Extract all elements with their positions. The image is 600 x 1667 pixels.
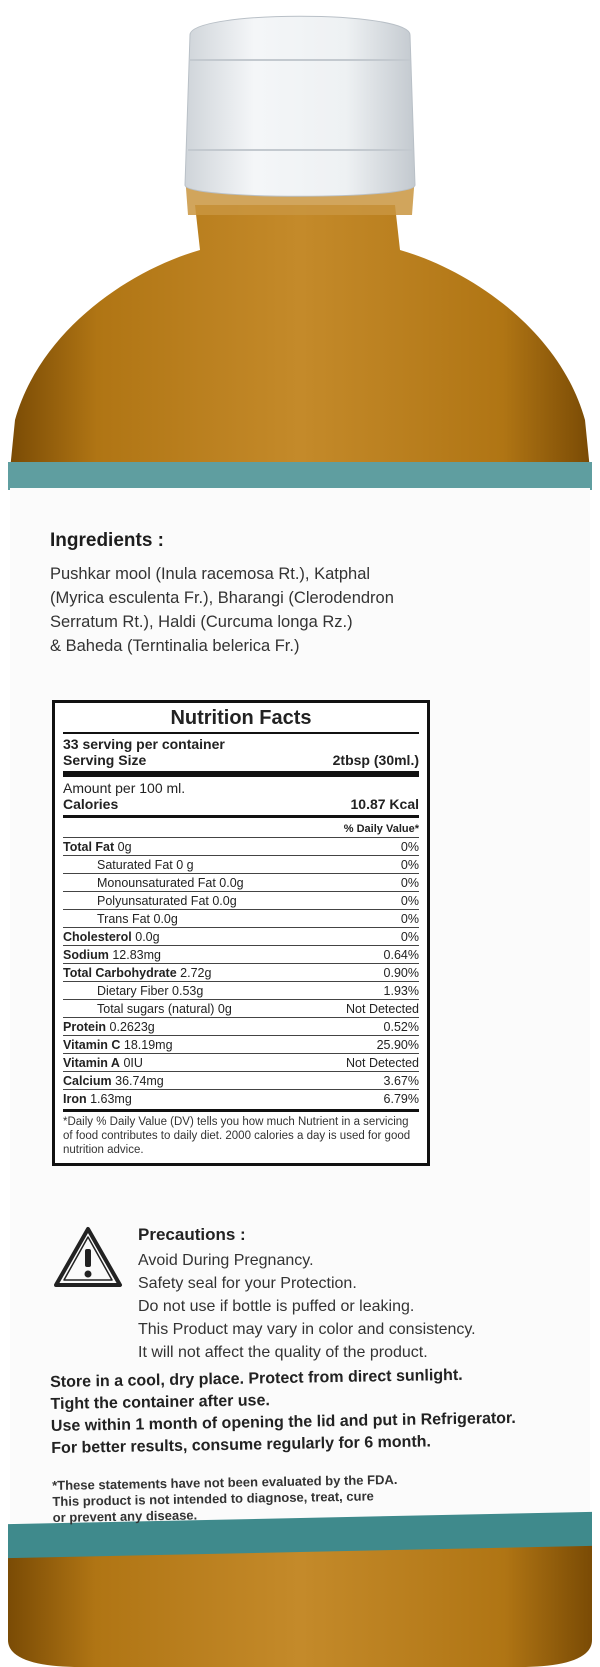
nutrient-name xyxy=(63,966,211,980)
fda-line: *These statements have not been evaluated by the FDA. xyxy=(52,1471,398,1493)
nutrient-name-bold: Protein xyxy=(63,1020,107,1034)
bottle-liquid-lower xyxy=(8,1545,592,1667)
ingredients-text xyxy=(50,562,550,658)
nutrient-amount: Trans Fat 0.0g xyxy=(97,912,178,926)
nutrient-name xyxy=(63,1074,164,1088)
nutrient-daily-value: 0% xyxy=(400,930,419,944)
nutrient-row xyxy=(63,1017,419,1035)
nutrient-amount: 12.83mg xyxy=(108,948,161,962)
nutrient-name xyxy=(63,840,132,854)
nutrient-row xyxy=(63,837,419,855)
ingredients-section xyxy=(50,530,550,658)
nutrient-name-bold: Cholesterol xyxy=(63,930,132,944)
nutrient-amount: 0.0g xyxy=(131,930,160,944)
precaution-line: Do not use if bottle is puffed or leaking. xyxy=(138,1298,415,1315)
nutrient-daily-value: Not Detected xyxy=(346,1002,419,1016)
nutrient-daily-value: 0.64% xyxy=(383,948,419,962)
nutrient-daily-value: 25.90% xyxy=(376,1038,419,1052)
nutrient-row xyxy=(63,1035,419,1053)
nutrient-row xyxy=(63,945,419,963)
label-top-band xyxy=(8,462,592,490)
nutrient-amount: Total sugars (natural) 0g xyxy=(97,1002,232,1016)
nutrient-name xyxy=(63,1002,232,1016)
nutrient-name xyxy=(63,1056,143,1070)
nutrient-daily-value: 0% xyxy=(400,858,419,872)
nutrient-daily-value: 0.90% xyxy=(383,966,419,980)
nutrient-name xyxy=(63,912,178,926)
nutrient-daily-value: 0% xyxy=(400,840,419,854)
storage-line: Tight the container after use. xyxy=(50,1392,270,1413)
nutrient-name xyxy=(63,1020,155,1034)
nutrient-name xyxy=(63,948,161,962)
warning-icon xyxy=(52,1225,124,1289)
nutrient-daily-value: 0.52% xyxy=(383,1020,419,1034)
nutrient-row xyxy=(63,1053,419,1071)
nutrient-daily-value: 0% xyxy=(400,912,419,926)
nutrient-amount: 36.74mg xyxy=(111,1074,164,1088)
nutrient-name xyxy=(63,930,160,944)
nutrient-amount: 2.72g xyxy=(176,966,212,980)
daily-value-header: % Daily Value* xyxy=(343,823,419,835)
storage-instructions xyxy=(50,1362,596,1459)
nutrition-title: Nutrition Facts xyxy=(63,707,419,734)
storage-line: Store in a cool, dry place. Protect from direct sunlight. xyxy=(50,1366,463,1391)
nutrient-row xyxy=(63,1071,419,1089)
nutrient-name-bold: Total Carbohydrate xyxy=(63,966,177,980)
nutrient-name-bold: Iron xyxy=(63,1092,87,1106)
nutrient-amount: 0IU xyxy=(119,1056,143,1070)
divider xyxy=(63,815,419,818)
nutrient-row xyxy=(63,909,419,927)
storage-line: For better results, consume regularly for 6 month. xyxy=(51,1433,432,1457)
nutrient-name xyxy=(63,1092,132,1106)
nutrient-daily-value: 0% xyxy=(400,894,419,908)
nutrient-amount: 18.19mg xyxy=(120,1038,173,1052)
nutrient-name-bold: Vitamin C xyxy=(63,1038,121,1052)
nutrient-daily-value: 6.79% xyxy=(383,1092,419,1106)
bottle-liquid-upper xyxy=(10,205,590,470)
nutrient-daily-value: Not Detected xyxy=(346,1056,419,1070)
serving-size-row xyxy=(63,752,419,768)
ingredients-line: (Myrica esculenta Fr.), Bharangi (Clerodendron xyxy=(50,589,394,607)
nutrient-amount: 1.63mg xyxy=(86,1092,132,1106)
nutrient-name xyxy=(63,984,203,998)
nutrient-amount: 0.2623g xyxy=(106,1020,155,1034)
nutrient-name xyxy=(63,858,194,872)
nutrient-name-bold: Calcium xyxy=(63,1074,112,1088)
precautions-section xyxy=(138,1225,578,1364)
bottle-cap xyxy=(185,16,415,196)
nutrient-row xyxy=(63,963,419,981)
precautions-heading: Precautions : xyxy=(138,1225,246,1244)
nutrient-name-bold: Sodium xyxy=(63,948,109,962)
nutrient-name-bold: Vitamin A xyxy=(63,1056,120,1070)
precaution-line: Safety seal for your Protection. xyxy=(138,1275,357,1292)
calories-label: Calories xyxy=(63,796,119,812)
nutrient-daily-value: 0% xyxy=(400,876,419,890)
nutrient-amount: Monounsaturated Fat 0.0g xyxy=(97,876,244,890)
precaution-line: It will not affect the quality of the product. xyxy=(138,1344,428,1361)
nutrient-name xyxy=(63,1038,173,1052)
nutrient-amount: Saturated Fat 0 g xyxy=(97,858,194,872)
nutrient-row xyxy=(63,873,419,891)
divider xyxy=(63,771,419,777)
nutrient-amount: 0g xyxy=(114,840,132,854)
fda-disclaimer xyxy=(52,1470,533,1526)
nutrition-footnote: *Daily % Daily Value (DV) tells you how much Nutrient in a servicing of food contributes to daily diet. 2000 calories a day is used for good nutrition advice. xyxy=(63,1109,419,1157)
nutrient-name-bold: Total Fat xyxy=(63,840,115,854)
nutrient-name xyxy=(63,894,237,908)
ingredients-line: & Baheda (Terntinalia belerica Fr.) xyxy=(50,637,300,655)
nutrient-row xyxy=(63,1089,419,1107)
nutrition-facts-panel xyxy=(52,700,430,1166)
nutrient-rows xyxy=(63,837,419,1107)
nutrient-row xyxy=(63,981,419,999)
ingredients-line: Pushkar mool (Inula racemosa Rt.), Katphal xyxy=(50,565,371,583)
fda-line: or prevent any disease. xyxy=(52,1507,198,1525)
nutrient-row xyxy=(63,855,419,873)
amount-per: Amount per 100 ml. xyxy=(63,780,186,796)
nutrient-daily-value: 3.67% xyxy=(383,1074,419,1088)
nutrient-amount: Dietary Fiber 0.53g xyxy=(97,984,204,998)
fda-line: This product is not intended to diagnose, treat, cure xyxy=(52,1488,374,1509)
nutrient-daily-value: 1.93% xyxy=(383,984,419,998)
nutrient-amount: Polyunsaturated Fat 0.0g xyxy=(97,894,237,908)
calories-row xyxy=(63,796,419,812)
nutrient-row xyxy=(63,891,419,909)
serving-size-label: Serving Size xyxy=(63,752,147,768)
precaution-line: Avoid During Pregnancy. xyxy=(138,1252,314,1269)
nutrient-row xyxy=(63,999,419,1017)
nutrient-row xyxy=(63,927,419,945)
ingredients-line: Serratum Rt.), Haldi (Curcuma longa Rz.) xyxy=(50,613,353,631)
precaution-line: This Product may vary in color and consistency. xyxy=(138,1321,476,1338)
serving-size-value: 2tbsp (30ml.) xyxy=(332,752,419,768)
storage-line: Use within 1 month of opening the lid and put in Refrigerator. xyxy=(50,1409,516,1435)
nutrient-name xyxy=(63,876,244,890)
ingredients-heading: Ingredients : xyxy=(50,530,165,551)
servings-per-container: 33 serving per container xyxy=(63,736,225,752)
calories-value: 10.87 Kcal xyxy=(350,796,419,812)
